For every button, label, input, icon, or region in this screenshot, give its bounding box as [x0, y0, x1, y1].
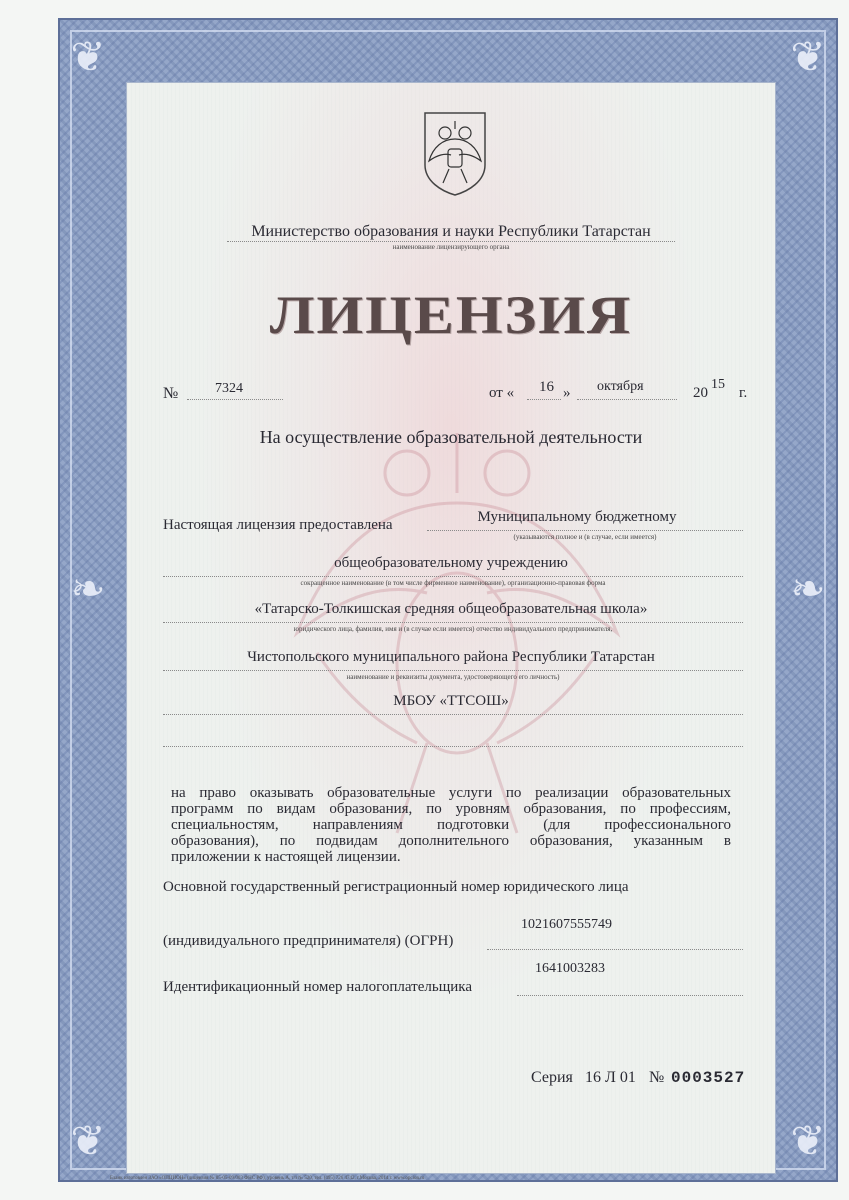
day-underline	[527, 399, 561, 400]
corner-ornament-icon: ❦	[70, 1119, 106, 1165]
grantee-underline-4	[163, 670, 743, 671]
date-day-close: »	[563, 385, 571, 401]
number-sign: №	[163, 385, 179, 402]
inn-value: 1641003283	[535, 961, 605, 976]
grantee-caption-3: юридического лица, фамилия, имя и (в случае если имеется) отчество индивидуального предпринимателя,	[293, 625, 613, 633]
serial-series: 16 Л 01	[585, 1069, 636, 1086]
grantee-line-3: «Татарско-Толкишская средняя общеобразовательная школа»	[254, 601, 648, 617]
grantee-underline-5	[163, 714, 743, 715]
year-suffix: 15	[711, 377, 725, 392]
date-prefix: от «	[489, 385, 515, 401]
side-ornament-icon: ❧	[790, 567, 826, 613]
grantee-intro: Настоящая лицензия предоставлена	[163, 517, 393, 533]
grantee-line-5: МБОУ «ТТСОШ»	[393, 693, 509, 709]
serial-number: 0003527	[671, 1069, 746, 1087]
year-prefix: 20	[693, 385, 708, 401]
corner-ornament-icon: ❦	[790, 1119, 826, 1165]
corner-ornament-icon: ❦	[790, 35, 826, 81]
grantee-line-4: Чистопольского муниципального района Республики Татарстан	[247, 649, 655, 665]
grantee-underline-6	[163, 746, 743, 747]
rights-line: специальностям, направлениям подготовки (для профессионального	[171, 817, 731, 833]
grantee-line-1: Муниципальному бюджетному	[477, 509, 677, 525]
number-underline	[187, 399, 283, 400]
ministry-underline	[227, 241, 675, 242]
corner-ornament-icon: ❦	[70, 35, 106, 81]
month-underline	[577, 399, 677, 400]
side-ornament-icon: ❧	[70, 567, 106, 613]
inn-label: Идентификационный номер налогоплательщика	[163, 979, 473, 995]
ministry-caption: наименование лицензирующего органа	[392, 243, 510, 251]
ministry-name: Министерство образования и науки Республики Татарстан	[251, 223, 651, 240]
license-day: 16	[539, 379, 554, 395]
ogrn-label-1: Основной государственный регистрационный номер юридического лица	[163, 879, 629, 895]
printer-footer: Бланк изготовлен ЗАО «ОПЦИОН» (лицензия № 05-05-09/003 ФНС РФ), уровень А, т/з № 520, тел. (495) 726 4742, г.Москва, 2014 г. www.opcion.ru	[110, 1176, 425, 1181]
grantee-underline-1	[427, 530, 743, 531]
grantee-line-2: общеобразовательному учреждению	[334, 555, 568, 571]
year-unit: г.	[739, 385, 748, 401]
inn-underline	[517, 995, 743, 996]
document-title: ЛИЦЕНЗИЯ	[269, 285, 633, 345]
grantee-underline-2	[163, 576, 743, 577]
rights-line: образования), по подвидам дополнительного образования, указанным в	[171, 833, 731, 849]
rights-text	[171, 785, 731, 865]
ogrn-underline	[487, 949, 743, 950]
grantee-underline-3	[163, 622, 743, 623]
coat-of-arms-icon	[419, 107, 491, 197]
license-number: 7324	[215, 381, 243, 396]
ogrn-label-2: (индивидуального предпринимателя) (ОГРН)	[163, 933, 454, 949]
serial-number-sign: №	[649, 1069, 665, 1086]
rights-line: программ по видам образования, по уровням образования, по профессиям,	[171, 801, 731, 817]
grantee-caption-2: сокращенное наименование (в том числе фирменное наименование), организационно-правовая форма	[300, 579, 606, 587]
serial-label: Серия	[531, 1069, 573, 1086]
rights-line: приложении к настоящей лицензии.	[171, 849, 401, 865]
license-month: октября	[597, 379, 644, 394]
grantee-caption-4: наименование и реквизиты документа, удостоверяющего его личность)	[346, 673, 560, 681]
grantee-caption-1: (указываются полное и (в случае, если имеется)	[513, 533, 657, 541]
ogrn-value: 1021607555749	[521, 917, 612, 932]
license-paper	[126, 82, 776, 1174]
rights-line: на право оказывать образовательные услуги по реализации образовательных	[171, 785, 731, 801]
license-purpose: На осуществление образовательной деятельности	[259, 427, 643, 447]
